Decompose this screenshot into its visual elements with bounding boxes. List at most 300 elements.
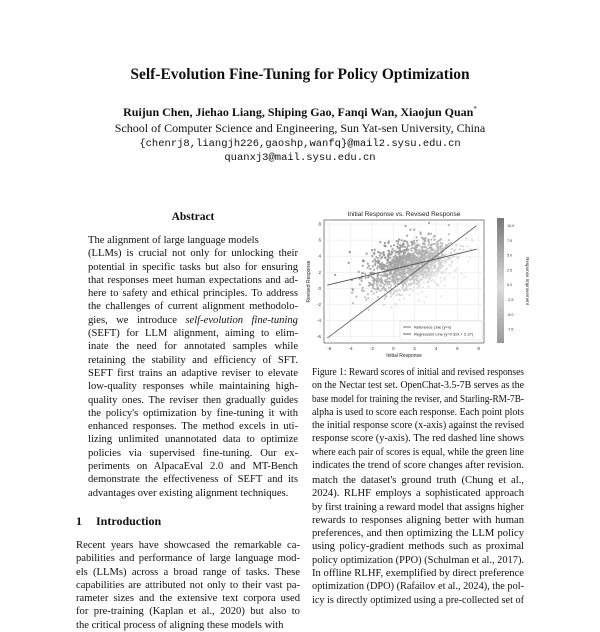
data-point	[375, 256, 377, 258]
data-point	[414, 248, 416, 250]
data-point	[441, 245, 443, 247]
text-line: alpha is used to score each response. Each point plots	[312, 406, 525, 418]
data-point	[423, 268, 425, 270]
text-line: potential in specific tasks but also for ensuring	[88, 261, 299, 273]
data-point	[418, 249, 420, 251]
data-point	[367, 293, 369, 295]
data-point	[404, 253, 406, 255]
data-point	[452, 256, 454, 258]
data-point	[400, 257, 402, 259]
data-point	[358, 271, 360, 273]
text-line: indicates the trend of score changes after revision.	[312, 460, 525, 472]
text-line: by first training a reward model that assigns higher	[312, 501, 525, 513]
text-line: quality ones. The reviser then gradually guides	[88, 394, 298, 406]
data-point	[406, 255, 408, 257]
data-point	[445, 268, 447, 270]
data-point	[429, 264, 431, 266]
data-point	[410, 241, 412, 243]
data-point	[399, 289, 401, 291]
data-point	[380, 257, 382, 259]
data-point	[451, 260, 453, 262]
data-point	[448, 264, 450, 266]
data-point	[385, 295, 387, 297]
data-point	[428, 244, 430, 246]
data-point	[373, 277, 375, 279]
data-point	[455, 268, 457, 270]
text-line: the critical process of aligning these models with	[76, 619, 284, 631]
data-point	[393, 258, 395, 260]
data-point	[470, 248, 472, 250]
text-line: policy optimization (PPO) (Schulman et al., 2017).	[312, 554, 525, 566]
section-number: 1	[76, 514, 82, 528]
emphasis: self-evolution fine-tuning	[185, 314, 298, 326]
paper-title: Self-Evolution Fine-Tuning for Policy Optimization	[130, 66, 470, 83]
data-point	[421, 291, 423, 293]
data-point	[379, 254, 381, 256]
data-point	[466, 245, 468, 247]
data-point	[408, 245, 410, 247]
x-tick-label: 4	[434, 346, 438, 351]
data-point	[442, 253, 444, 255]
data-point	[409, 288, 411, 290]
data-point	[425, 251, 427, 253]
data-point	[384, 242, 386, 244]
colorbar-tick-label: -5.0	[507, 312, 514, 317]
data-point	[400, 250, 402, 252]
data-point	[405, 257, 407, 259]
text-line: capabilities are attributed not only to their vast pa-	[76, 579, 300, 591]
text-line: that responses meet human expectations and ad-	[88, 274, 298, 286]
data-point	[403, 298, 405, 300]
data-point	[425, 295, 427, 297]
data-point	[440, 266, 442, 268]
data-point	[398, 278, 400, 280]
colorbar-tick-label: -7.5	[507, 327, 514, 332]
data-point	[382, 267, 384, 269]
data-point	[394, 270, 396, 272]
data-point	[469, 257, 471, 259]
data-point	[394, 250, 396, 252]
data-point	[402, 244, 404, 246]
introduction-body	[76, 539, 300, 632]
data-point	[368, 282, 370, 284]
data-point	[445, 254, 447, 256]
x-tick-label: 8	[477, 346, 480, 351]
data-point	[389, 286, 391, 288]
data-point	[351, 288, 353, 290]
data-point	[429, 250, 431, 252]
data-point	[449, 273, 451, 275]
corresponding-author-mark: *	[473, 105, 477, 113]
data-point	[435, 243, 437, 245]
data-point	[440, 295, 442, 297]
data-point	[370, 275, 372, 277]
text-line: response score (y-axis). The red dashed line shows	[312, 433, 524, 445]
data-point	[418, 260, 420, 262]
data-point	[402, 276, 404, 278]
legend-label: Reference Line (y=x)	[414, 324, 452, 330]
data-point	[407, 260, 409, 262]
colorbar-label: Response Improvement	[525, 257, 530, 305]
data-point	[415, 275, 417, 277]
text-line: inate the need for annotated samples while	[88, 341, 299, 353]
y-tick-label: 0	[318, 285, 321, 291]
data-point	[445, 258, 447, 260]
data-point	[373, 292, 375, 294]
data-point	[425, 277, 427, 279]
data-point	[377, 257, 379, 259]
data-point	[384, 245, 386, 247]
data-point	[401, 239, 403, 241]
x-tick-label: -4	[348, 346, 353, 351]
data-point	[409, 257, 411, 259]
data-point	[349, 251, 351, 253]
x-tick-label: 2	[413, 346, 416, 351]
data-point	[422, 242, 424, 244]
text-line: using policy-gradient methods such as proximal	[312, 541, 525, 553]
data-point	[393, 276, 395, 278]
text-line: the policy's optimization by fine-tuning it with	[88, 407, 298, 419]
data-point	[428, 281, 430, 283]
text-line: the initial response score (x-axis) against the revised	[312, 420, 525, 432]
data-point	[430, 280, 432, 282]
data-point	[440, 262, 442, 264]
data-point	[386, 274, 388, 276]
data-point	[462, 249, 464, 251]
data-point	[418, 245, 420, 247]
data-point	[413, 287, 415, 289]
data-point	[388, 262, 390, 264]
data-point	[368, 265, 370, 267]
data-point	[365, 299, 367, 301]
data-point	[409, 229, 411, 231]
text-line: retaining the stability and efficiency of SFT.	[88, 354, 298, 366]
data-point	[375, 288, 377, 290]
data-point	[384, 298, 386, 300]
data-point	[412, 260, 414, 262]
data-point	[424, 240, 426, 242]
data-point	[422, 253, 424, 255]
y-tick-label: 4	[318, 253, 321, 259]
data-point	[406, 268, 408, 270]
data-point	[431, 268, 433, 270]
data-point	[371, 249, 373, 251]
data-point	[430, 272, 432, 274]
data-point	[430, 261, 432, 263]
data-point	[402, 256, 404, 258]
data-point	[438, 249, 440, 251]
data-point	[406, 235, 408, 237]
data-point	[434, 264, 436, 266]
data-point	[390, 292, 392, 294]
colorbar-tick-label: -2.5	[507, 298, 514, 302]
data-point	[387, 253, 389, 255]
data-point	[435, 268, 437, 270]
data-point	[431, 275, 433, 277]
data-point	[405, 260, 407, 262]
data-point	[394, 254, 396, 256]
data-point	[376, 285, 378, 287]
data-point	[348, 262, 350, 264]
data-point	[440, 280, 442, 282]
data-point	[434, 271, 436, 273]
y-tick-label: -6	[316, 334, 321, 340]
y-tick-label: -2	[316, 301, 321, 307]
data-point	[393, 279, 395, 281]
data-point	[403, 270, 405, 272]
text-line: icy is directly optimized using a pre-collected set of	[312, 594, 524, 606]
data-point	[397, 243, 399, 245]
data-point	[396, 294, 398, 296]
data-point	[416, 240, 418, 242]
text-line: rameter sizes and the extensive text corpora used	[76, 593, 301, 605]
data-point	[410, 283, 412, 285]
data-point	[453, 276, 455, 278]
data-point	[392, 248, 394, 250]
data-point	[405, 289, 407, 291]
data-point	[441, 272, 443, 274]
data-point	[428, 254, 430, 256]
data-point	[421, 279, 423, 281]
data-point	[359, 283, 361, 285]
data-point	[391, 266, 393, 268]
data-point	[352, 302, 354, 304]
data-point	[408, 294, 410, 296]
data-point	[367, 297, 369, 299]
data-point	[377, 251, 379, 253]
data-point	[410, 260, 412, 262]
data-point	[430, 233, 432, 235]
data-point	[372, 265, 374, 267]
data-point	[444, 285, 446, 287]
data-point	[402, 261, 404, 263]
data-point	[477, 249, 479, 251]
data-point	[384, 257, 386, 259]
data-point	[428, 232, 430, 234]
text-line: preferences, and then optimizing the LLM policy	[312, 528, 524, 540]
data-point	[440, 277, 442, 279]
data-point	[419, 271, 421, 273]
data-point	[394, 289, 396, 291]
data-point	[417, 287, 419, 289]
data-point	[387, 258, 389, 260]
data-point	[454, 270, 456, 272]
data-point	[397, 270, 399, 272]
data-point	[406, 249, 408, 251]
data-point	[368, 285, 370, 287]
abstract-body	[88, 234, 298, 500]
data-point	[412, 247, 414, 249]
data-point	[390, 284, 392, 286]
colorbar-tick-label: 0.0	[507, 283, 513, 288]
data-point	[467, 261, 469, 263]
text-line: here to safety and ethical principles. To address	[88, 288, 298, 300]
data-point	[417, 266, 419, 268]
x-tick-label: 6	[456, 346, 459, 351]
data-point	[430, 244, 432, 246]
data-point	[387, 250, 389, 252]
text-line: rewards to responses aligning better with human	[312, 514, 525, 526]
data-point	[376, 278, 378, 280]
data-point	[387, 255, 389, 257]
data-point	[422, 274, 424, 276]
data-point	[419, 231, 421, 233]
data-point	[450, 242, 452, 244]
data-point	[405, 225, 407, 227]
legend-label: Regression Line (y=0.32x + 2.37)	[414, 331, 474, 337]
data-point	[416, 236, 418, 238]
data-point	[433, 243, 435, 245]
text-line: on the Nectar test set. OpenChat-3.5-7B serves as the	[312, 380, 524, 392]
data-point	[431, 253, 433, 255]
data-point	[376, 267, 378, 269]
text-line: (SEFT) for LLM alignment, aiming to elim-	[88, 328, 298, 340]
data-point	[397, 240, 399, 242]
data-point	[443, 279, 445, 281]
data-point	[390, 306, 392, 308]
data-point	[384, 268, 386, 270]
text-line: policies via supervised fine-tuning. Our ex-	[88, 447, 299, 459]
data-point	[433, 267, 435, 269]
data-point	[364, 273, 366, 275]
data-point	[416, 279, 418, 281]
data-point	[436, 256, 438, 258]
data-point	[389, 278, 391, 280]
data-point	[404, 249, 406, 251]
data-point	[364, 296, 366, 298]
data-point	[379, 284, 381, 286]
data-point	[444, 261, 446, 263]
data-point	[395, 273, 397, 275]
data-point	[413, 240, 415, 242]
data-point	[390, 245, 392, 247]
data-point	[378, 278, 380, 280]
data-point	[362, 265, 364, 267]
data-point	[366, 253, 368, 255]
text-line: for pre-training (Kaplan et al., 2020) but also to	[76, 606, 300, 618]
data-point	[399, 294, 401, 296]
data-point	[376, 275, 378, 277]
data-point	[392, 293, 394, 295]
text-line: Figure 1: Reward scores of initial and revised responses	[312, 367, 524, 378]
data-point	[374, 262, 376, 264]
data-point	[409, 262, 411, 264]
data-point	[428, 286, 430, 288]
data-point	[401, 283, 403, 285]
authors: Ruijun Chen, Jiehao Liang, Shiping Gao, Fanqi Wan, Xiaojun Quan	[123, 105, 474, 119]
data-point	[397, 289, 399, 291]
data-point	[373, 288, 375, 290]
email-line-1: {chenrj8,liangjh226,gaoshp,wanfq}@mail2.sysu.edu.cn	[139, 138, 461, 150]
data-point	[373, 282, 375, 284]
data-point	[367, 267, 369, 269]
x-tick-label: -2	[369, 346, 375, 351]
data-point	[355, 296, 357, 298]
data-point	[428, 270, 430, 272]
data-point	[436, 273, 438, 275]
data-point	[451, 248, 453, 250]
data-point	[383, 251, 385, 253]
data-point	[372, 260, 374, 262]
text-line	[88, 314, 298, 327]
data-point	[434, 235, 436, 237]
data-point	[423, 276, 425, 278]
data-point	[427, 240, 429, 242]
data-point	[384, 288, 386, 290]
data-point	[425, 246, 427, 248]
data-point	[388, 281, 390, 283]
data-point	[383, 304, 385, 306]
data-point	[417, 275, 419, 277]
data-point	[373, 252, 375, 254]
data-point	[418, 299, 420, 301]
text-line: periments on AlpacaEval 2.0 and MT-Bench	[88, 461, 298, 473]
data-point	[360, 280, 362, 282]
data-point	[368, 309, 370, 311]
data-point	[411, 250, 413, 252]
text-line: SEFT first trains an adaptive reviser to elevate	[88, 367, 298, 379]
data-point	[369, 272, 371, 274]
data-point	[365, 277, 367, 279]
data-point	[419, 280, 421, 282]
data-point	[396, 250, 398, 252]
data-point	[415, 252, 417, 254]
text-line: lizing unlimited unannotated data to optimize	[88, 434, 298, 446]
data-point	[426, 255, 428, 257]
data-point	[441, 247, 443, 249]
data-point	[420, 273, 422, 275]
data-point	[448, 239, 450, 241]
data-point	[418, 286, 420, 288]
data-point	[406, 241, 408, 243]
data-point	[379, 252, 381, 254]
data-point	[457, 257, 459, 259]
figure-caption	[312, 366, 524, 472]
data-point	[447, 257, 449, 259]
data-point	[398, 299, 400, 301]
text-line: 2024). RLHF employs a sophisticated approach	[312, 488, 525, 500]
data-point	[426, 266, 428, 268]
text-line: Recent years have showcased the remarkable ca-	[76, 540, 300, 551]
data-point	[391, 252, 393, 254]
data-point	[399, 255, 401, 257]
data-point	[460, 273, 462, 275]
data-point	[384, 274, 386, 276]
figure-1-chart	[305, 203, 530, 363]
colorbar-tick-label: 5.0	[507, 253, 513, 258]
data-point	[465, 237, 467, 239]
data-point	[413, 229, 415, 231]
text-line: (LLMs) is crucial not only for unlocking their	[88, 248, 299, 260]
text-line: demonstrate the effectiveness of SEFT and its	[88, 474, 298, 486]
data-point	[369, 268, 371, 270]
text-line: optimization (DPO) (Rafailov et al., 2024), the pol-	[312, 581, 525, 593]
data-point	[430, 239, 432, 241]
colorbar-tick-label: 10.0	[507, 224, 515, 228]
data-point	[459, 248, 461, 250]
data-point	[395, 258, 397, 260]
data-point	[380, 274, 382, 276]
right-column-body	[312, 474, 524, 607]
data-point	[435, 275, 437, 277]
data-point	[371, 255, 373, 257]
data-point	[401, 279, 403, 281]
data-point	[412, 289, 414, 291]
data-point	[394, 282, 396, 284]
section-title: Introduction	[96, 514, 162, 528]
data-point	[398, 238, 400, 240]
data-point	[425, 271, 427, 273]
